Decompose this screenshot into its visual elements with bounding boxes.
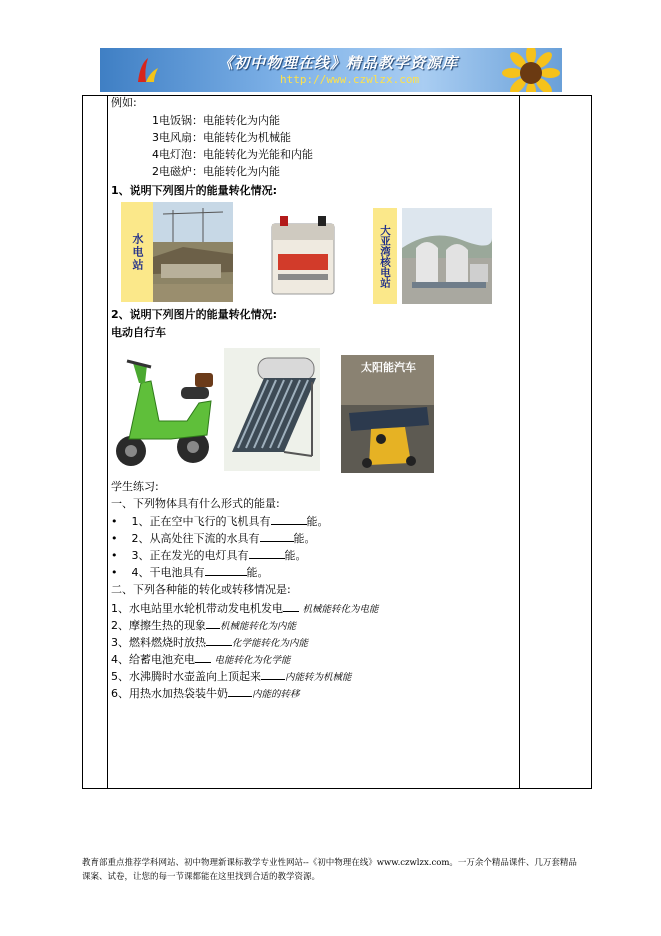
fill-item-text: 3、正在发光的电灯具有 <box>131 549 249 562</box>
answer-blank[interactable] <box>249 548 285 559</box>
conversion-answer: 机械能转化为电能 <box>302 604 379 615</box>
answer-blank[interactable] <box>260 531 294 542</box>
q1-heading: 1、说明下列图片的能量转化情况: <box>111 184 278 197</box>
answer-blank <box>206 635 232 646</box>
solar-car-image <box>341 355 434 473</box>
conversion-text: 5、水沸腾时水壶盖向上顶起来 <box>111 670 261 683</box>
table-divider-right <box>519 96 520 788</box>
fill-item-text: 1、正在空中飞行的飞机具有 <box>131 515 271 528</box>
banner-url: http://www.czwlzx.com <box>280 73 420 86</box>
conversion-answer: 内能的转移 <box>252 689 300 700</box>
conversion-text: 6、用热水加热袋装牛奶 <box>111 687 228 700</box>
footer-note: 教育部重点推荐学科网站、初中物理新课标教学专业性网站--《初中物理在线》www.czwlzx.com。一万余个精品课件、几万套精品课案、试卷，让您的每一节课都能在这里找到合适的教学资源。 <box>82 858 577 882</box>
banner-title: 《初中物理在线》精品教学资源库 <box>218 54 459 72</box>
sunflower-icon <box>502 48 560 92</box>
fill-item-suffix: 能。 <box>306 515 329 528</box>
q2-heading: 2、说明下列图片的能量转化情况: <box>111 308 278 321</box>
answer-blank <box>283 601 299 612</box>
fill-item <box>111 548 307 563</box>
answer-blank <box>228 686 252 697</box>
bullet: • <box>111 549 118 562</box>
conversion-answer: 电能转化为化学能 <box>214 655 291 666</box>
example-item: 3电风扇：电能转化为机械能 <box>152 131 291 144</box>
solar-water-heater-image <box>224 348 320 471</box>
conversion-text: 1、水电站里水轮机带动发电机发电 <box>111 602 283 615</box>
battery-image <box>248 208 356 302</box>
examples-heading: 例如: <box>111 96 137 109</box>
section1-heading: 一、下列物体具有什么形式的能量: <box>111 497 280 510</box>
fill-item-text: 2、从高处往下流的水具有 <box>131 532 260 545</box>
solar-car-label: 太阳能汽车 <box>361 361 416 374</box>
e-bike-subheading: 电动自行车 <box>111 326 166 339</box>
conversion-item <box>111 601 379 617</box>
answer-blank <box>261 669 285 680</box>
nuclear-label: 大亚湾核电站 <box>373 208 397 304</box>
example-item: 1电饭锅：电能转化为内能 <box>152 114 280 127</box>
bullet: • <box>111 532 118 545</box>
fill-item-suffix: 能。 <box>246 566 269 579</box>
conversion-item <box>111 686 300 702</box>
answer-blank <box>195 652 211 663</box>
answer-blank <box>206 618 220 629</box>
section2-heading: 二、下列各种能的转化或转移情况是: <box>111 583 291 596</box>
conversion-text: 4、给蓄电池充电 <box>111 653 195 666</box>
fill-item-suffix: 能。 <box>284 549 307 562</box>
electric-bike-image <box>111 343 216 473</box>
example-item: 4电灯泡：电能转化为光能和内能 <box>152 148 313 161</box>
header-banner <box>100 48 562 92</box>
hydro-label: 水电站 <box>121 202 153 302</box>
conversion-text: 3、燃料燃烧时放热 <box>111 636 206 649</box>
bullet: • <box>111 566 118 579</box>
answer-blank[interactable] <box>271 514 307 525</box>
conversion-answer: 化学能转化为内能 <box>232 638 309 649</box>
answer-blank[interactable] <box>205 565 247 576</box>
conversion-item <box>111 635 308 651</box>
conversion-text: 2、摩擦生热的现象 <box>111 619 206 632</box>
hydro-station-image <box>153 202 233 302</box>
conversion-item <box>111 652 291 668</box>
practice-heading: 学生练习: <box>111 480 159 493</box>
bullet: • <box>111 515 118 528</box>
fill-item <box>111 565 269 580</box>
table-divider-left <box>107 96 108 788</box>
fill-item-text: 4、干电池具有 <box>131 566 205 579</box>
fill-item <box>111 514 329 529</box>
conversion-item <box>111 669 352 685</box>
example-item: 2电磁炉：电能转化为内能 <box>152 165 280 178</box>
nuclear-station-image <box>402 208 492 304</box>
fill-item-suffix: 能。 <box>293 532 316 545</box>
conversion-answer: 内能转为机械能 <box>285 672 352 683</box>
conversion-answer: 机械能转化为内能 <box>220 621 297 632</box>
conversion-item <box>111 618 296 634</box>
fill-item <box>111 531 316 546</box>
site-logo-icon <box>134 54 160 86</box>
